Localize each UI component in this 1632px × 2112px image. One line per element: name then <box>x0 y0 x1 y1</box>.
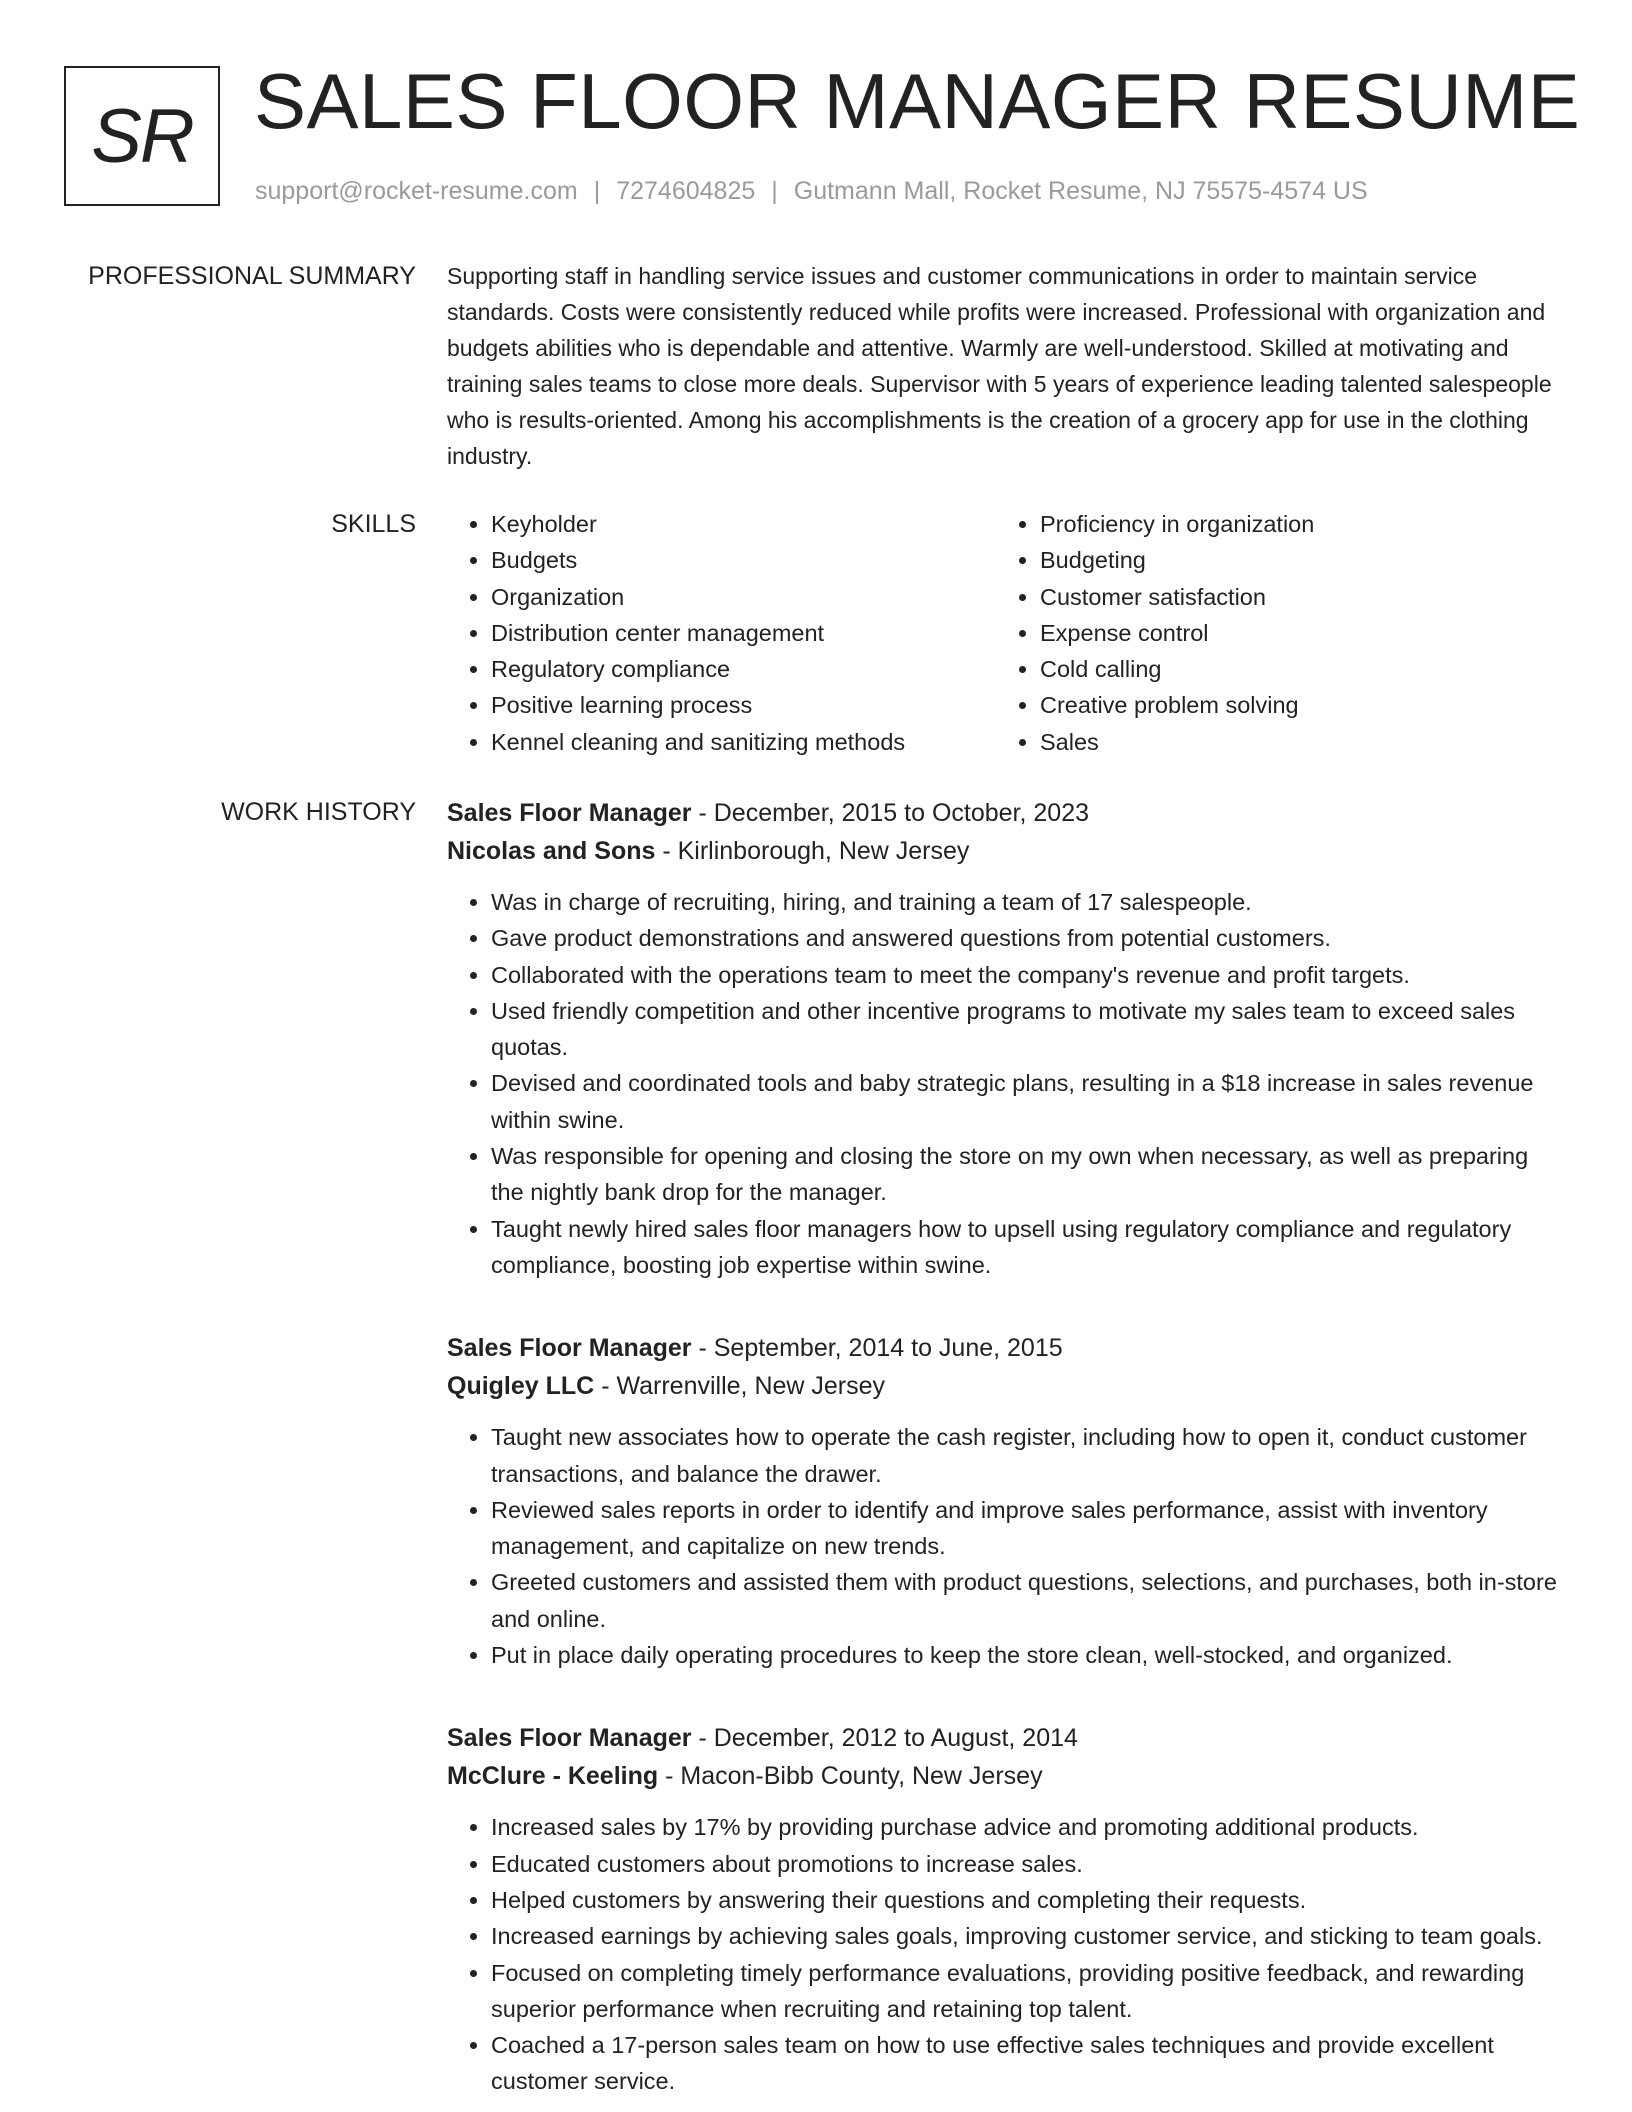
job-company-line <box>447 832 1567 870</box>
skill-item: • Expense control <box>1040 615 1545 651</box>
job-title-line <box>447 1329 1567 1367</box>
job-bullet: • Was in charge of recruiting, hiring, and training a team of 17 salespeople. <box>491 884 1567 920</box>
job-company: Quigley LLC <box>447 1372 595 1401</box>
job-bullet: • Increased sales by 17% by providing purchase advice and promoting additional products. <box>491 1809 1567 1845</box>
contact-separator: | <box>771 177 778 205</box>
job-bullet: • Was responsible for opening and closing the store on my own when necessary, as well as preparing the nightly bank drop for the manager. <box>491 1138 1567 1211</box>
contact-address: Gutmann Mall, Rocket Resume, NJ 75575-4574 US <box>793 177 1368 205</box>
job-dates: - December, 2015 to October, 2023 <box>698 799 1089 827</box>
job-bullet: • Collaborated with the operations team to meet the company's revenue and profit targets. <box>491 957 1567 993</box>
job-dates: - December, 2012 to August, 2014 <box>698 1724 1078 1753</box>
skill-item: • Organization <box>491 579 996 615</box>
skill-item: • Distribution center management <box>491 615 996 651</box>
job-dates: - September, 2014 to June, 2015 <box>698 1334 1063 1363</box>
skill-item: • Budgets <box>491 542 996 578</box>
job-company: McClure - Keeling <box>447 1762 659 1791</box>
job-title-line <box>447 1719 1567 1757</box>
job-location: - Macon-Bibb County, New Jersey <box>665 1762 1043 1791</box>
resume-title: SALES FLOOR MANAGER RESUME <box>254 57 1581 145</box>
job-bullets <box>447 1809 1567 2099</box>
contact-separator: | <box>593 177 601 205</box>
work-history-label: WORK HISTORY <box>221 798 416 826</box>
skills-label: SKILLS <box>331 510 416 538</box>
job-bullet: • Greeted customers and assisted them with product questions, selections, and purchases, both in-store and online. <box>491 1564 1567 1637</box>
summary-label: PROFESSIONAL SUMMARY <box>88 262 416 290</box>
job-bullet: • Taught newly hired sales floor managers how to upsell using regulatory compliance and regulatory compliance, boosting job expertise within swine. <box>491 1211 1567 1284</box>
job-bullet: • Coached a 17-person sales team on how to use effective sales techniques and provide excellent customer service. <box>491 2027 1567 2100</box>
skills-list-left <box>447 506 996 760</box>
skill-item: • Customer satisfaction <box>1040 579 1545 615</box>
job-bullet: • Taught new associates how to operate the cash register, including how to open it, conduct customer transactions, and balance the drawer. <box>491 1419 1567 1492</box>
job-bullet: • Used friendly competition and other incentive programs to motivate my sales team to exceed sales quotas. <box>491 993 1567 1066</box>
skill-item: • Positive learning process <box>491 687 996 723</box>
job-entry <box>447 794 1567 1283</box>
job-bullets <box>447 1419 1567 1673</box>
skill-item: • Regulatory compliance <box>491 651 996 687</box>
job-bullet: • Reviewed sales reports in order to identify and improve sales performance, assist with inventory management, and capitalize on new trends. <box>491 1492 1567 1565</box>
job-title: Sales Floor Manager <box>447 1724 692 1753</box>
contact-line <box>255 174 1368 208</box>
job-company-line <box>447 1757 1567 1795</box>
job-bullet: • Gave product demonstrations and answered questions from potential customers. <box>491 920 1567 956</box>
skill-item: • Keyholder <box>491 506 996 542</box>
job-bullet: • Increased earnings by achieving sales goals, improving customer service, and sticking to team goals. <box>491 1918 1567 1954</box>
monogram: SR <box>64 66 220 206</box>
skills-body <box>447 506 1567 760</box>
contact-email: support@rocket-resume.com <box>255 177 578 205</box>
job-bullet: • Focused on completing timely performance evaluations, providing positive feedback, and rewarding superior performance when recruiting and retaining top talent. <box>491 1955 1567 2028</box>
job-entry <box>447 1719 1567 2099</box>
skill-item: • Sales <box>1040 724 1545 760</box>
skill-item: • Proficiency in organization <box>1040 506 1545 542</box>
job-title-line <box>447 794 1567 832</box>
work-history-body <box>447 794 1567 2100</box>
summary-text: Supporting staff in handling service issues and customer communications in order to maintain service standards. Costs were consistently reduced while profits were increased. Professional with organization and budgets abilities who is dependable and attentive. Warmly are well-understood. Skilled at motivating and training sales teams to close more deals. Supervisor with 5 years of experience leading talented salespeople who is results-oriented. Among his accomplishments is the creation of a grocery app for use in the clothing industry. <box>447 263 1552 469</box>
job-entry <box>447 1329 1567 1673</box>
contact-phone: 7274604825 <box>616 177 756 205</box>
skill-item: • Kennel cleaning and sanitizing methods <box>491 724 996 760</box>
job-location: - Kirlinborough, New Jersey <box>662 837 970 865</box>
job-bullet: • Devised and coordinated tools and baby strategic plans, resulting in a $18 increase in sales revenue within swine. <box>491 1065 1567 1138</box>
skill-item: • Budgeting <box>1040 542 1545 578</box>
job-title: Sales Floor Manager <box>447 799 692 827</box>
summary-body <box>447 258 1567 474</box>
job-company-line <box>447 1367 1567 1405</box>
job-bullet: • Put in place daily operating procedures to keep the store clean, well-stocked, and organized. <box>491 1637 1567 1673</box>
skills-list-right <box>996 506 1545 760</box>
job-company: Nicolas and Sons <box>447 837 656 865</box>
skill-item: • Cold calling <box>1040 651 1545 687</box>
job-location: - Warrenville, New Jersey <box>601 1372 886 1401</box>
job-title: Sales Floor Manager <box>447 1334 692 1363</box>
job-bullet: • Educated customers about promotions to increase sales. <box>491 1846 1567 1882</box>
job-bullets <box>447 884 1567 1283</box>
skill-item: • Creative problem solving <box>1040 687 1545 723</box>
job-bullet: • Helped customers by answering their questions and completing their requests. <box>491 1882 1567 1918</box>
